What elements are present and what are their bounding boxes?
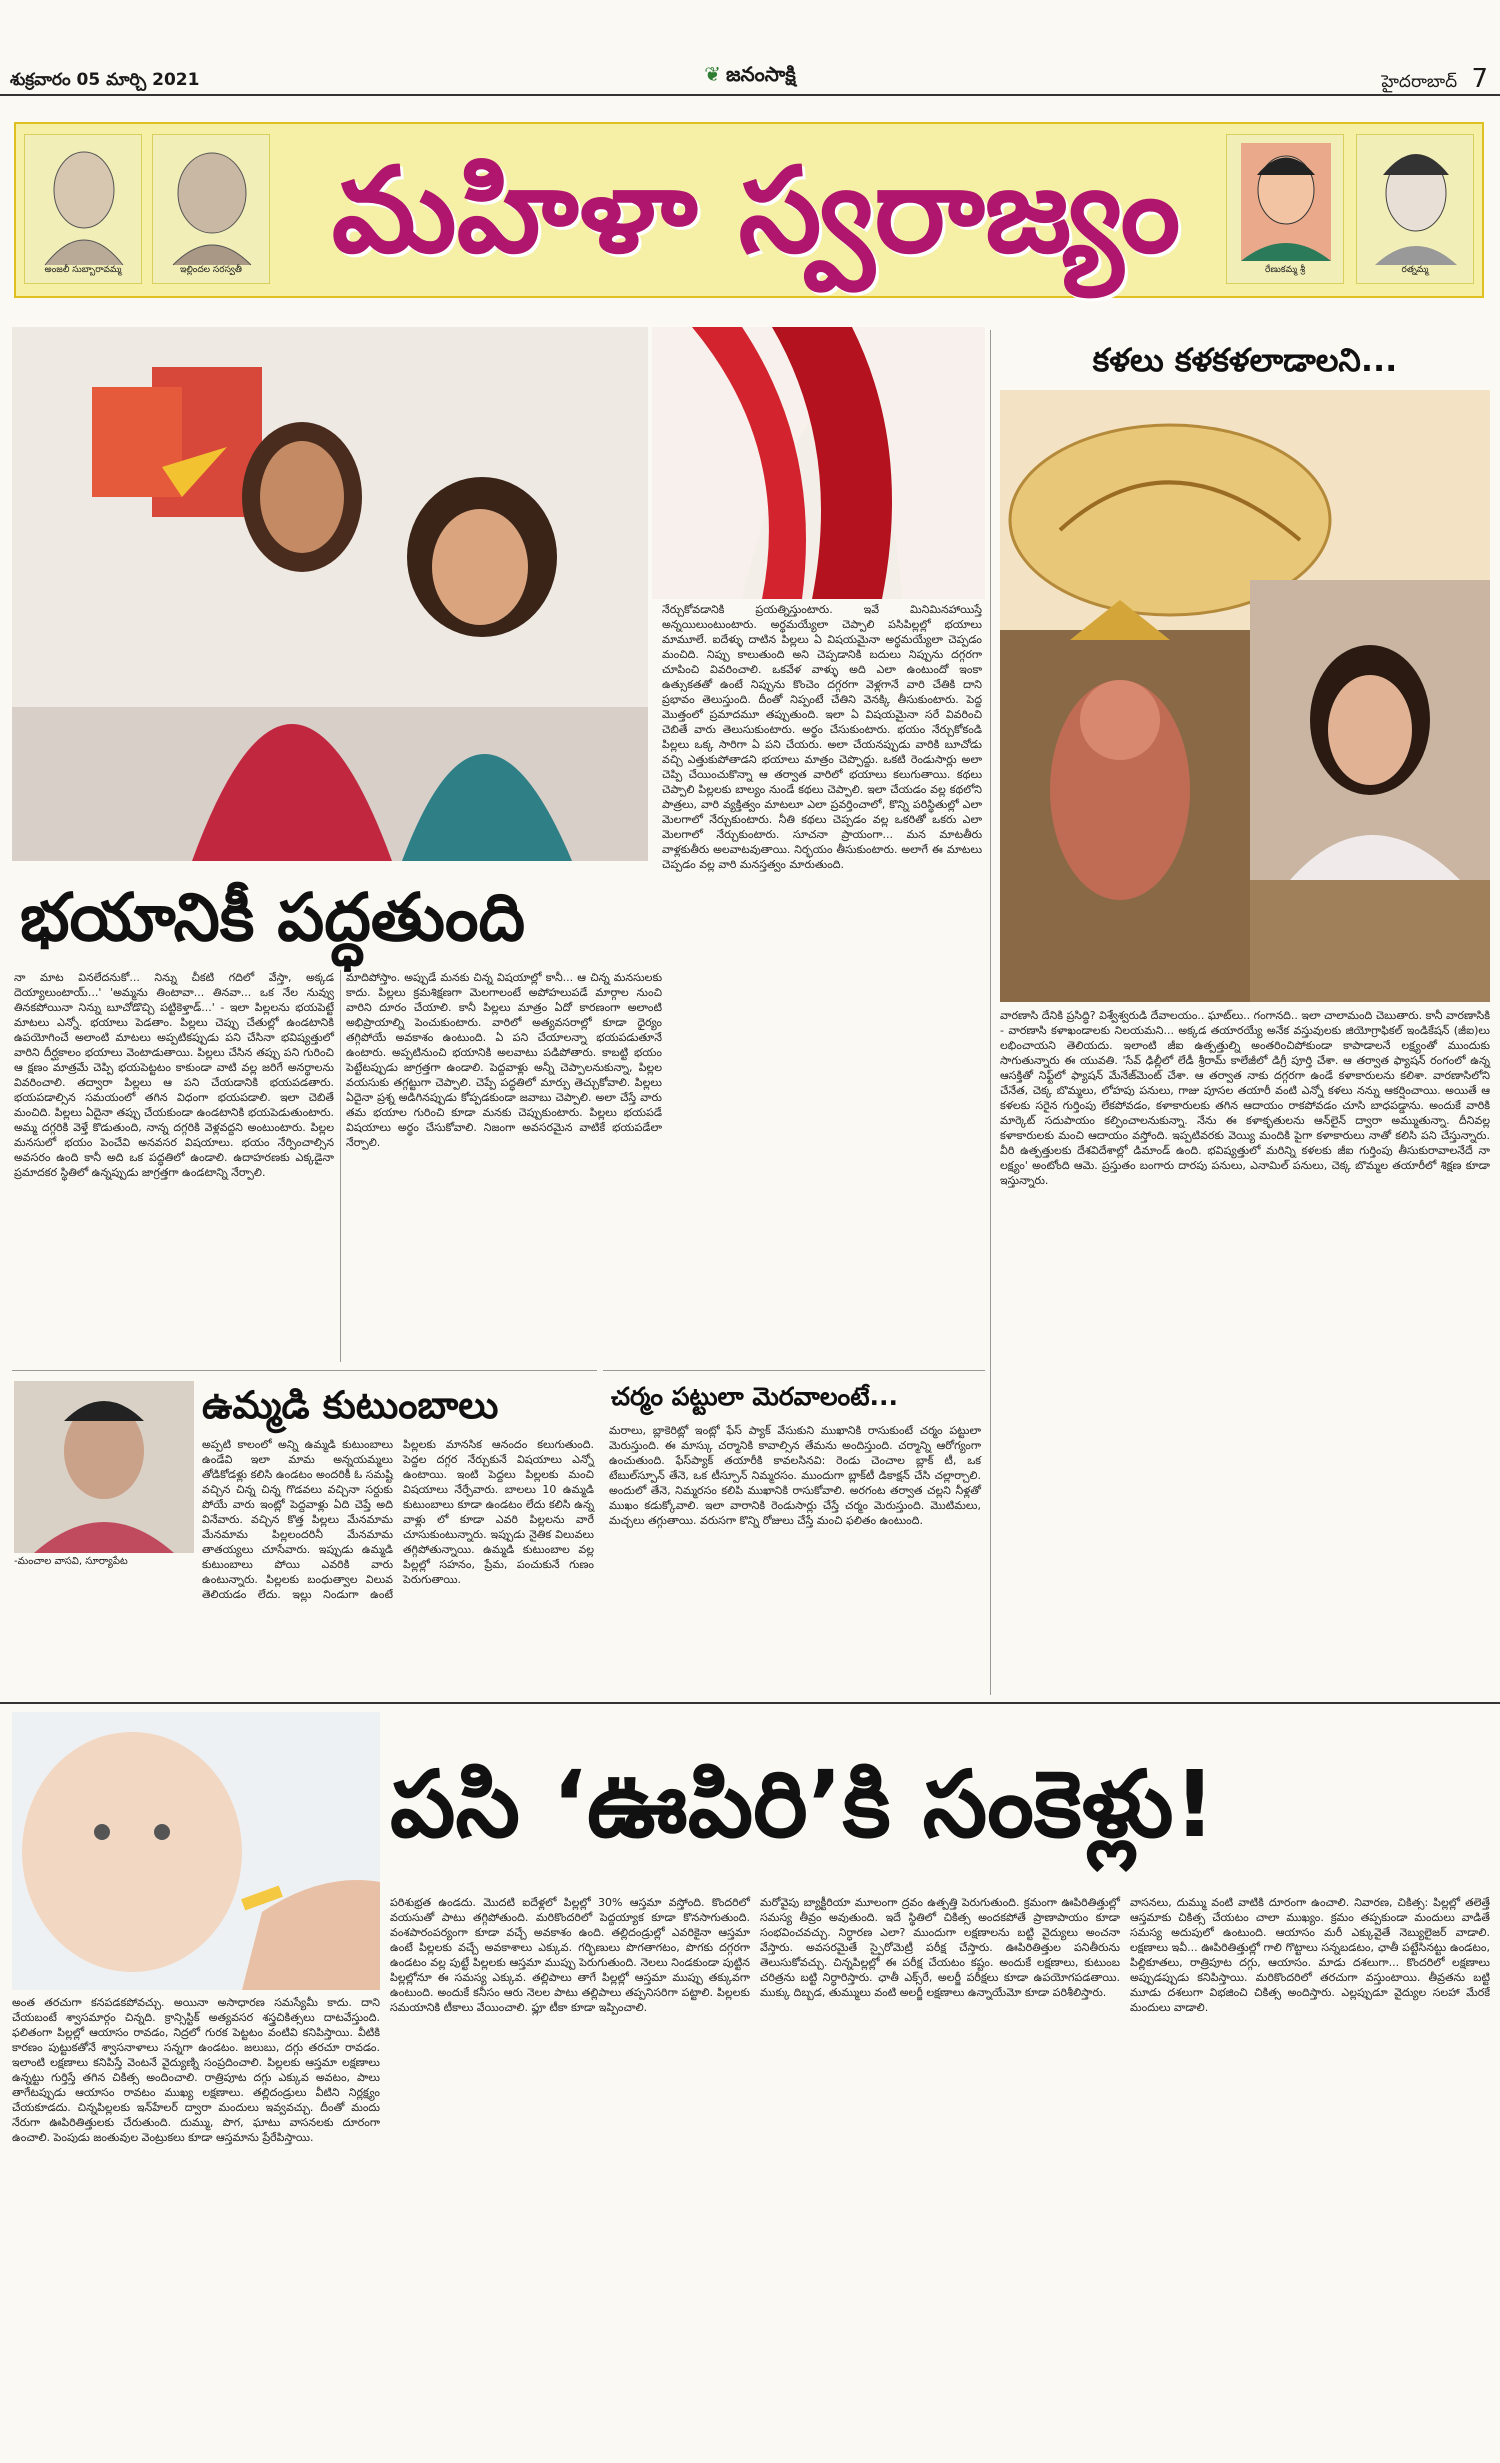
story4-text: వారణాసి దేనికి ప్రసిద్ధి? విశ్వేశ్వరుడి దేవాలయం.. ఘాట్‌లు.. గంగానది.. ఇలా చాలామంది చెబుతారు. కానీ వారణాసికి - వారణాసి కళాఖండాలకు నిలయమని... అక్కడ తయారయ్యే అనేక వస్తువులకు జియోగ్రాఫికల్ ఇండికేషన్ (జీఐ)లు లభించాయని తెలియదు. ఇలాంటి జీఐ ఉత్పత్తుల్ని అంతరించిపోకుండా కాపాడాలనే లక్ష్యంతో ముందుకు సాగుతున్నారు ఈ యువతి. 'సేవ్ ఢిల్లీలో లేడీ శ్రీరామ్ కాలేజీలో డిగ్రీ పూర్తి చేశా. ఆ తర్వాత ఫ్యాషన్ రంగంలో ఉన్న ఆసక్తితో నిఫ్ట్‌లో ఫ్యాషన్ మేనేజ్‌మెంట్ చేశా. ఆ తర్వాత నాకు దగ్గరగా ఉండే కళాకారులను కలిశా. వారణాసిలోని చేనేత, చెక్క బొమ్మలు, లోహపు పనులు, గాజు పూసల తయారీ వంటి ఎన్నో కళలు నన్ను ఆకర్షించాయి. అయితే ఆ కళలకు సరైన గుర్తింపు లేకపోవడం, కళాకారులకు తగిన ఆదాయం రాకపోవడం చూసి బాధపడ్డాను. అందుకే వారికి మార్కెట్ సదుపాయం కల్పించాలనుకున్నా. నేను ఈ కళాకృతులను ఆన్‌లైన్ ద్వారా అమ్ముతున్నా. దీనివల్ల కళాకారులకు మంచి ఆదాయం వస్తోంది. ఇప్పటివరకు వెయ్యి మందికి పైగా కళాకారులు నాతో కలిసి పని చేస్తున్నారు. వీరి ఉత్పత్తులకు దేశవిదేశాల్లో డిమాండ్ ఉంది. భవిష్యత్తులో మరిన్ని కళలకు జీఐ గుర్తింపు తీసుకురావాలనేదే నా లక్ష్యం' అంటోంది ఆమె. ప్రస్తుతం బంగారు దారపు పనులు, ఎనామిల్ పనులు, చెక్క బొమ్మల తయారీలో శిక్షణ కూడా ఇస్తున్నారు.: [1000, 1009, 1490, 1187]
banner-title: మహిళా స్వరాజ్యం: [331, 141, 1181, 279]
ribbon-illustration: [652, 327, 985, 599]
ribbon-photo: [652, 327, 985, 599]
portrait-1-drawing: [25, 135, 143, 265]
baby-photo: [12, 1712, 380, 1990]
story1-col2-text: మాదిపోస్తాం. అప్పుడే మనకు చిన్న విషయాల్లో కానీ... ఆ చిన్న మనసులకు కాదు. పిల్లలు క్రమశిక్షణగా మెలగాలంటే అపోహలుపడే మార్గాల నుంచి వారిని దూరం చేయాలి. కానీ పిల్లలు మాత్రం ఏదో కారణంగా అలాంటి అభిప్రాయాల్ని పెంచుకుంటారు. వారిలో అత్యవసరాల్లో కూడా ధైర్యం తగ్గిపోయే అవకాశం ఉంటుంది. ఏ పని చేయాలన్నా భయపడుతూనే ఉంటారు. అప్పటినుంచి భయానికి అలవాటు పడిపోతారు. కాబట్టి భయం పెట్టేటప్పుడు జాగ్రత్తగా ఉండాలి. పెద్దవాళ్లు అన్నీ చెప్పాలనుకున్నా, పిల్లల వయసుకు తగ్గట్టుగా చెప్పాలి. చెప్పే పద్ధతిలో మార్పు తెచ్చుకోవాలి. పిల్లలు ఏదైనా ప్రశ్న అడిగినప్పుడు కోప్పడకుండా జవాబు చెప్పాలి. అలా చేస్తే వారు తమ భయాల గురించి కూడా మనకు చెప్పుకుంటారు. పిల్లలు భయపడే విషయాలు అర్థం చేసుకోవాలి. నిజంగా అవసరమైన వాటికే భయపడేలా నేర్పాలి.: [346, 971, 662, 1149]
portrait-4-drawing: [1357, 135, 1475, 265]
story5-col2: పరిశుభ్రత ఉండదు. మొదటి ఐదేళ్లలో పిల్లల్లో 30% ఆస్తమా వస్తోంది. కొందరిలో వయసుతో పాటు తగ్గిపోతుంది. మరికొందరిలో పెద్దయ్యాక కూడా కొనసాగుతుంది. వంశపారంపర్యంగా కూడా వచ్చే అవకాశం ఉంది. తల్లిదండ్రుల్లో ఎవరికైనా ఆస్తమా ఉంటే పిల్లలకు వచ్చే అవకాశాలు ఎక్కువ. గర్భిణులు పొగతాగటం, పొగకు దగ్గరగా ఉండటం వల్ల పుట్టే పిల్లలకు ఆస్తమా ముప్పు పెరుగుతుంది. నెలలు నిండకుండా పుట్టిన పిల్లల్లోనూ ఈ సమస్య ఎక్కువ. తల్లిపాలు తాగే పిల్లల్లో ఆస్తమా ముప్పు తక్కువగా ఉంటుంది. అందుకే కనీసం ఆరు నెలల పాటు తల్లిపాలు తప్పనిసరిగా పట్టాలి. పిల్లలకు సమయానికి టీకాలు వేయించాలి. ఫ్లూ టీకా కూడా ఇప్పించాలి.: [390, 1896, 750, 2014]
banner: [14, 122, 1484, 298]
portrait-3: [1226, 134, 1344, 284]
page-number: 7: [1471, 64, 1488, 94]
mother-child-photo: [12, 327, 648, 861]
story3-box: [603, 1370, 985, 1695]
masthead-city: [1381, 64, 1488, 96]
masthead: [0, 0, 1500, 96]
paper-name: జనంసాక్షి: [725, 62, 796, 86]
art-collage-photo: [1000, 390, 1490, 1002]
story2-headline: ఉమ్మడి కుటుంబాలు: [202, 1383, 499, 1427]
mother-child-illustration: [12, 327, 648, 861]
portrait-4-caption: రత్నమ్మ: [1401, 265, 1429, 275]
portrait-1: [24, 134, 142, 284]
story3-headline: చర్మం పట్టులా మెరవాలంటే...: [611, 1382, 899, 1411]
column-divider-2: [990, 330, 991, 1695]
logo-leaf-icon: ❦: [704, 62, 721, 86]
portrait-2: [152, 134, 270, 284]
portrait-3-drawing: [1227, 135, 1345, 265]
city-name: హైదరాబాద్: [1381, 72, 1458, 92]
portrait-3-caption: రేణుకమ్మ శ్రీ: [1264, 265, 1306, 275]
story3-text: మరాలు, బ్లాకెరిట్లో ఇంట్లో ఫేస్ ప్యాక్ వేసుకుని ముఖానికి రాసుకుంటే చర్మం పట్టులా మెరుస్తుంది. ఈ మాస్కు చర్మానికి కావాల్సిన తేమను అందిస్తుంది. చర్మాన్ని ఆరోగ్యంగా ఉంచుతుంది. ఫేస్‌ప్యాక్ తయారీకి కావలసినవి: రెండు చెంచాల బ్లాక్ టీ, ఒక టేబుల్‌స్పూన్ తేనె, ఒక టీస్పూన్ నిమ్మరసం. ముందుగా బ్లాక్‌టీ డికాక్షన్ చేసి చల్లార్చాలి. అందులో తేనె, నిమ్మరసం కలిపి ముఖానికి రాసుకోవాలి. అరగంట తర్వాత చల్లని నీళ్లతో ముఖం కడుక్కోవాలి. ఇలా వారానికి రెండుసార్లు చేస్తే చర్మం మెరుస్తుంది. మొటిమలు, మచ్చలు తగ్గుతాయి. వరుసగా కొన్ని రోజులు చేస్తే మంచి ఫలితం ఉంటుంది.: [609, 1424, 981, 1527]
story2-box: [12, 1370, 597, 1695]
portrait-4: [1356, 134, 1474, 284]
art-collage-illustration: [1000, 390, 1490, 1002]
story1-mid-text: నేర్చుకోవడానికి ప్రయత్నిస్తుంటారు. ఇవే మినిమినహాయిస్తే అన్నయిలుంటుంటారు. అర్థమయ్యేలా చెప్పాలి పసిపిల్లల్లో భయాలు మామూలే. ఐదేళ్ళు దాటిన పిల్లలు ఏ విషయమైనా అర్థమయ్యేలా చెప్పడం మంచిది. నిప్పు కాలుతుంది అని చెప్పడానికి బదులు నిప్పును దగ్గరగా చూపించి వివరించాలి. ఒకవేళ వాళ్ళు అది ఎలా ఉంటుందో ఇంకా ఉత్సుకతతో ఉంటే నిప్పును కొంచెం దగ్గరగా వెళ్లగానే వారి చేతికి దాని ప్రభావం తెలుస్తుంది. దీంతో నిప్పంటే చేతిని వెనక్కి తీసుకుంటారు. పెద్ద మొత్తంలో ప్రమాదమూ తప్పుతుంది. ఇలా ఏ విషయమైనా సరే వివరించి చెబితే వారు తెలుసుకుంటారు. అర్థం చేసుకుంటారు. భయం నేర్చుకోకండి పిల్లలు ఒక్క సారిగా ఏ పని చేయరు. అలా చేయనప్పుడు వారికి బూచోడు వచ్చి ఎత్తుకుపోతాడని భయాలు మాత్రం చెప్పొద్దు. ఒకటి రెండుసార్లు అలా చెప్పి చేయించుకొన్నా ఆ తర్వాత వారిలో భయాలు కలుగుతాయి. కథలు చెప్పాలి పిల్లలకు బాల్యం నుండే కథలు చెప్పాలి. ఇలా చేయడం వల్ల కథలోని పాత్రలు, వారి వ్యక్తిత్వం మాటలూ ఎలా ప్రవర్తించాలో, కొన్ని పరిస్థితుల్లో ఎలా మెలగాలో నేర్చుకుంటారు. నీతి కథలు చెప్పడం వల్ల ఒకరితో ఒకరు ఎలా మెలగాలో నేర్చుకుంటారు. సూచనా ప్రాయంగా... మన మాటతీరు వాళ్లకుతీరు అలవాటవుతాయి. నిర్భయం తీసుకుంటారు. అలాగే ఈ మాటలు చెప్పడం వల్ల వారి మనస్తత్వం మారుతుంది.: [662, 603, 982, 871]
story1-headline: భయానికీ పద్ధతుంది: [20, 879, 526, 956]
portrait-1-caption: అంజలీ సుబ్బారావమ్మ: [44, 265, 122, 275]
story1-left-text: నా మాట వినలేదనుకో... నిన్ను చీకటి గదిలో వేస్తా, అక్కడ దెయ్యాలుంటాయ్...' 'అమ్మను తింటావా... తినవా... ఒక నేల నువ్వు తినకపోయినా నిన్ను బూచోడొచ్చి పట్టికెళ్తాడ్...' - ఇలా పిల్లలను భయపెట్టే మాటలు ఎన్నో. భయాలు పెడతాం. పిల్లలు చెప్పు చేతుల్లో ఉండటానికి ఉపయోగించే అలాంటి మాటలు అప్పటికప్పుడు పని చేసినా భవిష్యత్తులో వారిని దీర్ఘకాలం భయాలు వెంటాడుతాయి. పిల్లలు చేసిన తప్పు పని గురించి ఆ క్షణం మాత్రమే చెప్పి భయపెట్టటం కాకుండా వాటి వల్ల జరిగే అనర్థాలను వివరించాలి. తద్వారా పిల్లలు ఆ పని చేయడానికి భయపడతారు. భయపడాల్సిన సమయంలో తగిన విధంగా భయపడాలి. ఇలా చెబితే మంచిది. పిల్లలు ఏదైనా తప్పు చేయకుండా ఉండటానికి భయపెడుతుంటారు. అమ్మ దగ్గరికి వెళ్తే కొడుతుంది, నాన్న దగ్గరికి వెళ్లవద్దని అంటుంటారు. పిల్లల మనసులో భయం పెంచేవి అనవసర విషయాలు. భయం నేర్పించాల్సిన అవసరం ఉంది కానీ అది ఒక పద్ధతిలో ఉండాలి. ఉదాహరణకు ఎక్కడైనా ప్రమాదకర స్థితిలో ఉన్నప్పుడు జాగ్రత్తగా ఉండటాన్ని నేర్పాలి.: [14, 971, 334, 1179]
story5-col4: వాసనలు, దుమ్ము వంటి వాటికి దూరంగా ఉంచాలి. నివారణ, చికిత్స: పిల్లల్లో తలెత్తే ఆస్తమాకు చికిత్స చేయటం చాలా ముఖ్యం. క్రమం తప్పకుండా మందులు వాడితే సమస్య అదుపులో ఉంటుంది. ఆయాసం మరీ ఎక్కువైతే నెబ్యులైజర్ వాడాలి. లక్షణాలు ఇవీ... ఊపిరితిత్తుల్లో గాలి గొట్టాలు సన్నబడటం, ఛాతీ పట్టేసినట్టు ఉండటం, పిల్లికూతలు, రాత్రిపూట దగ్గు, ఆయాసం. మాడు దశలుగా... కొందరిలో లక్షణాలు అప్పుడప్పుడు కనిపిస్తాయి. మరికొందరిలో తరచుగా వస్తుంటాయి. తీవ్రతను బట్టి మూడు దశలుగా విభజించి చికిత్స అందిస్తారు. ఎల్లప్పుడూ వైద్యుల సలహా మేరకే మందులు వాడాలి.: [1130, 1896, 1490, 2014]
story2-text: అప్పటి కాలంలో అన్ని ఉమ్మడి కుటుంబాలు ఉండేవి ఇలా మామ అన్నయమ్మలు తోడికోడళ్లు కలిసి ఉండటం అందరికీ ఓ సమష్టి వచ్చిన చిన్న చిన్న గొడవలు వచ్చినా సర్దుకు పోయే వారు ఇంట్లో పెద్దవాళ్లు ఏది చెప్తే అది వినేవారు. వచ్చిన కొత్త పిల్లలు మేనమామ మేనమామ పిల్లలందరినీ మేనమామ తాతయ్యలు చూసేవారు. ఇప్పుడు ఉమ్మడి కుటుంబాలు పోయి ఎవరికి వారు ఉంటున్నారు. పిల్లలకు బంధుత్వాల విలువ తెలియడం లేదు. ఇల్లు నిండుగా ఉంటే పిల్లలకు మానసిక ఆనందం కలుగుతుంది. పెద్దల దగ్గర నేర్చుకునే విషయాలు ఎన్నో ఉంటాయి. ఇంటి పెద్దలు పిల్లలకు మంచి విషయాలు నేర్పేవారు. బాలలు 10 ఉమ్మడి కుటుంబాలు కూడా ఉండటం లేదు కలిసి ఉన్న వాళ్లు లో కూడా ఎవరి పిల్లలను వారే చూసుకుంటున్నారు. ఇప్పుడు నైతిక విలువలు తగ్గిపోతున్నాయి. ఉమ్మడి కుటుంబాల వల్ల పిల్లల్లో సహనం, ప్రేమ, పంచుకునే గుణం పెరుగుతాయి.: [202, 1438, 594, 1601]
story5-col1: అంత తరచుగా కనపడకపోవచ్చు. అయినా అసాధారణ సమస్యేమీ కాదు. దాని చేయబంటే శ్వాసమార్గం చిన్నది. క్రాన్సిస్టిక్ అత్యవసర శస్త్రచికిత్సలు దాటవేస్తుంది. ఫలితంగా పిల్లల్లో ఆయాసం రావడం, నిద్రలో గురక పెట్టటం వంటివి కనిపిస్తాయి. వీటికి కారణం పుట్టుకతోనే శ్వాసనాళాలు సన్నగా ఉండటం. జలుబు, దగ్గు తరచూ రావడం. ఇలాంటి లక్షణాలు కనిపిస్తే వెంటనే వైద్యుణ్ని సంప్రదించాలి. పిల్లలకు ఆస్తమా లక్షణాలు ఉన్నట్టు గుర్తిస్తే తగిన చికిత్స అందించాలి. రాత్రిపూట దగ్గు ఎక్కువ అవటం, పాలు తాగేటప్పుడు ఆయాసం రావటం ముఖ్య లక్షణాలు. తల్లిదండ్రులు వీటిని నిర్లక్ష్యం చేయకూడదు. చిన్నపిల్లలకు ఇన్‌హేలర్ ద్వారా మందులు ఇవ్వవచ్చు. దీంతో మందు నేరుగా ఊపిరితిత్తులకు చేరుతుంది. దుమ్ము, పొగ, ఘాటు వాసనలకు దూరంగా ఉంచాలి. పెంపుడు జంతువుల వెంట్రుకలు కూడా ఆస్తమాను ప్రేరేపిస్తాయి.: [12, 1996, 380, 2144]
story5-headline: పసి ‘ఊపిరి’కి సంకెళ్లు!: [390, 1751, 1216, 1858]
masthead-logo: [650, 62, 850, 92]
column-divider-1: [340, 970, 341, 1362]
author-caption: -మంచాల వాసవి, సూర్యాపేట: [14, 1556, 128, 1567]
section-divider: [0, 1702, 1500, 1704]
author-photo: [14, 1381, 194, 1553]
portrait-2-caption: ఇల్లిందల సరస్వతీ: [180, 265, 242, 275]
masthead-date: శుక్రవారం 05 మార్చి 2021: [10, 70, 200, 90]
story4-headline: కళలు కళకళలాడాలని...: [1092, 341, 1398, 379]
story5-col3: మరోవైపు బ్యాక్టీరియా మూలంగా ద్రవం ఉత్పత్తి పెరుగుతుంది. క్రమంగా ఊపిరితిత్తుల్లో సమస్య తీవ్రం అవుతుంది. ఇదే స్థితిలో చికిత్స అందకపోతే ప్రాణాపాయం కూడా సంభవించవచ్చు. నిర్ధారణ ఎలా? ముందుగా లక్షణాలను బట్టి వైద్యులు అంచనా వేస్తారు. అవసరమైతే స్పైరోమెట్రీ పరీక్ష చేస్తారు. ఊపిరితిత్తుల పనితీరును తెలుసుకోవచ్చు. చిన్నపిల్లల్లో ఈ పరీక్ష చేయటం కష్టం. అందుకే లక్షణాలు, కుటుంబ చరిత్రను బట్టి నిర్ధారిస్తారు. ఛాతీ ఎక్స్‌రే, అలర్జీ పరీక్షలు కూడా ఉపయోగపడతాయి. ముక్కు దిబ్బడ, తుమ్ములు వంటి అలర్జీ లక్షణాలు ఉన్నాయేమో కూడా పరిశీలిస్తారు.: [760, 1896, 1120, 1999]
author-illustration: [14, 1381, 194, 1553]
portrait-2-drawing: [153, 135, 271, 265]
baby-illustration: [12, 1712, 380, 1990]
